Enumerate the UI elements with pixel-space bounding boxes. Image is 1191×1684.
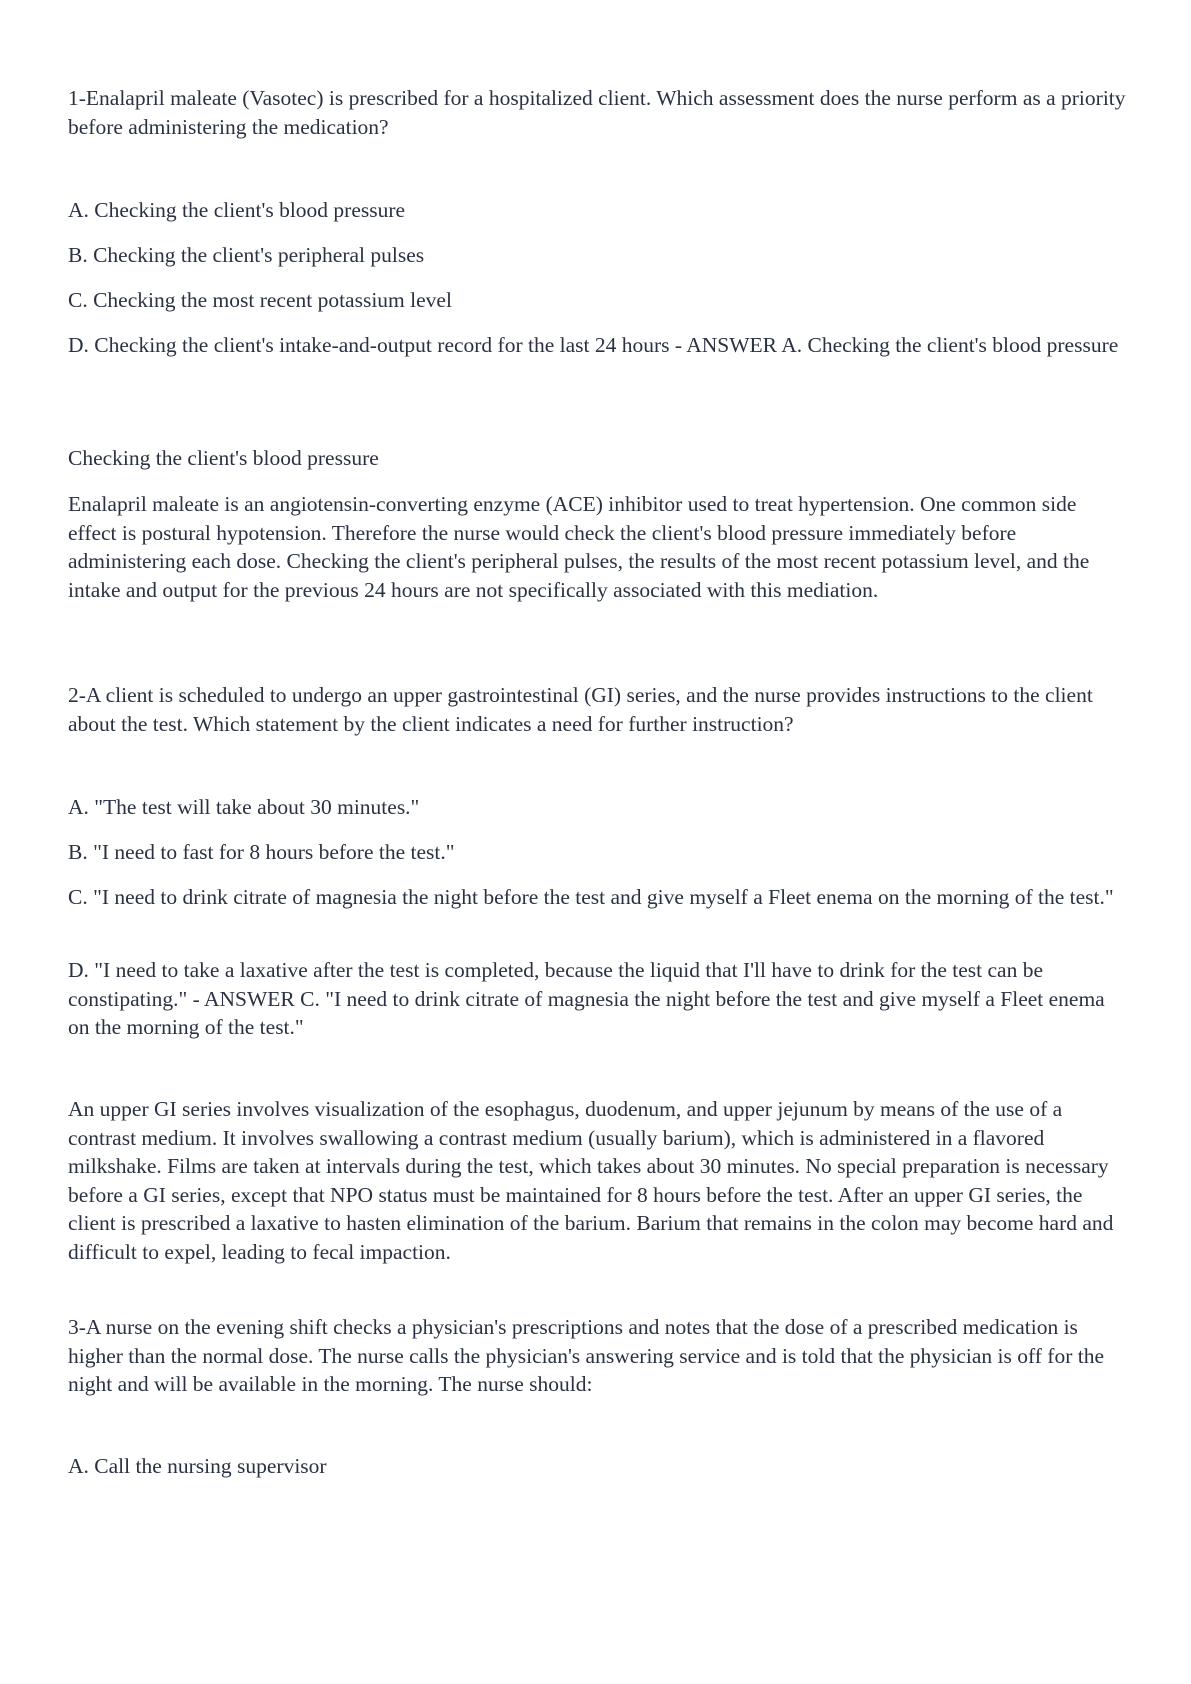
q1-rationale: Enalapril maleate is an angiotensin-converting enzyme (ACE) inhibitor used to treat hypertension. One common side effect is postural hypotension. Therefore the nurse would check the client's blood pressure immediately before administering each dose. Checking the client's peripheral pulses, the results of the most recent potassium level, and the intake and output for the previous 24 hours are not specifically associated with this mediation.	[68, 492, 1090, 602]
q1-option-b: B. Checking the client's peripheral pulses	[68, 243, 425, 267]
q2-option-d-with-answer: D. "I need to take a laxative after the test is completed, because the liquid that I'll have to drink for the test can be constipating." - ANSWER C. "I need to drink citrate of magnesia the night before the test and give myself a Fleet enema on the morning of the test."	[68, 958, 1105, 1039]
q2-option-a: A. "The test will take about 30 minutes."	[68, 795, 420, 819]
q2-rationale: An upper GI series involves visualization of the esophagus, duodenum, and upper jejunum by means of the use of a contrast medium. It involves swallowing a contrast medium (usually barium), which is administered in a flavored milkshake. Films are taken at intervals during the test, which takes about 30 minutes. No special preparation is necessary before a GI series, except that NPO status must be maintained for 8 hours before the test. After an upper GI series, the client is prescribed a laxative to hasten elimination of the barium. Barium that remains in the colon may become hard and difficult to expel, leading to fecal impaction.	[68, 1097, 1114, 1264]
q2-question: 2-A client is scheduled to undergo an upper gastrointestinal (GI) series, and the nurse provides instructions to the client about the test. Which statement by the client indicates a need for further instruction?	[68, 683, 1093, 736]
q1-answer-restated: Checking the client's blood pressure	[68, 446, 379, 470]
q1-question: 1-Enalapril maleate (Vasotec) is prescribed for a hospitalized client. Which assessment does the nurse perform as a priority before administering the medication?	[68, 86, 1126, 139]
q3-option-a: A. Call the nursing supervisor	[68, 1454, 327, 1478]
q3-question: 3-A nurse on the evening shift checks a physician's prescriptions and notes that the dose of a prescribed medication is higher than the normal dose. The nurse calls the physician's answering service and is told that the physician is off for the night and will be available in the morning. The nurse should:	[68, 1315, 1105, 1396]
q1-option-c: C. Checking the most recent potassium level	[68, 288, 452, 312]
q2-option-c: C. "I need to drink citrate of magnesia the night before the test and give myself a Fleet enema on the morning of the test."	[68, 885, 1114, 909]
q1-option-a: A. Checking the client's blood pressure	[68, 198, 406, 222]
q1-option-d-with-answer: D. Checking the client's intake-and-output record for the last 24 hours - ANSWER A. Checking the client's blood pressure	[68, 333, 1119, 357]
q2-option-b: B. "I need to fast for 8 hours before the test."	[68, 840, 455, 864]
